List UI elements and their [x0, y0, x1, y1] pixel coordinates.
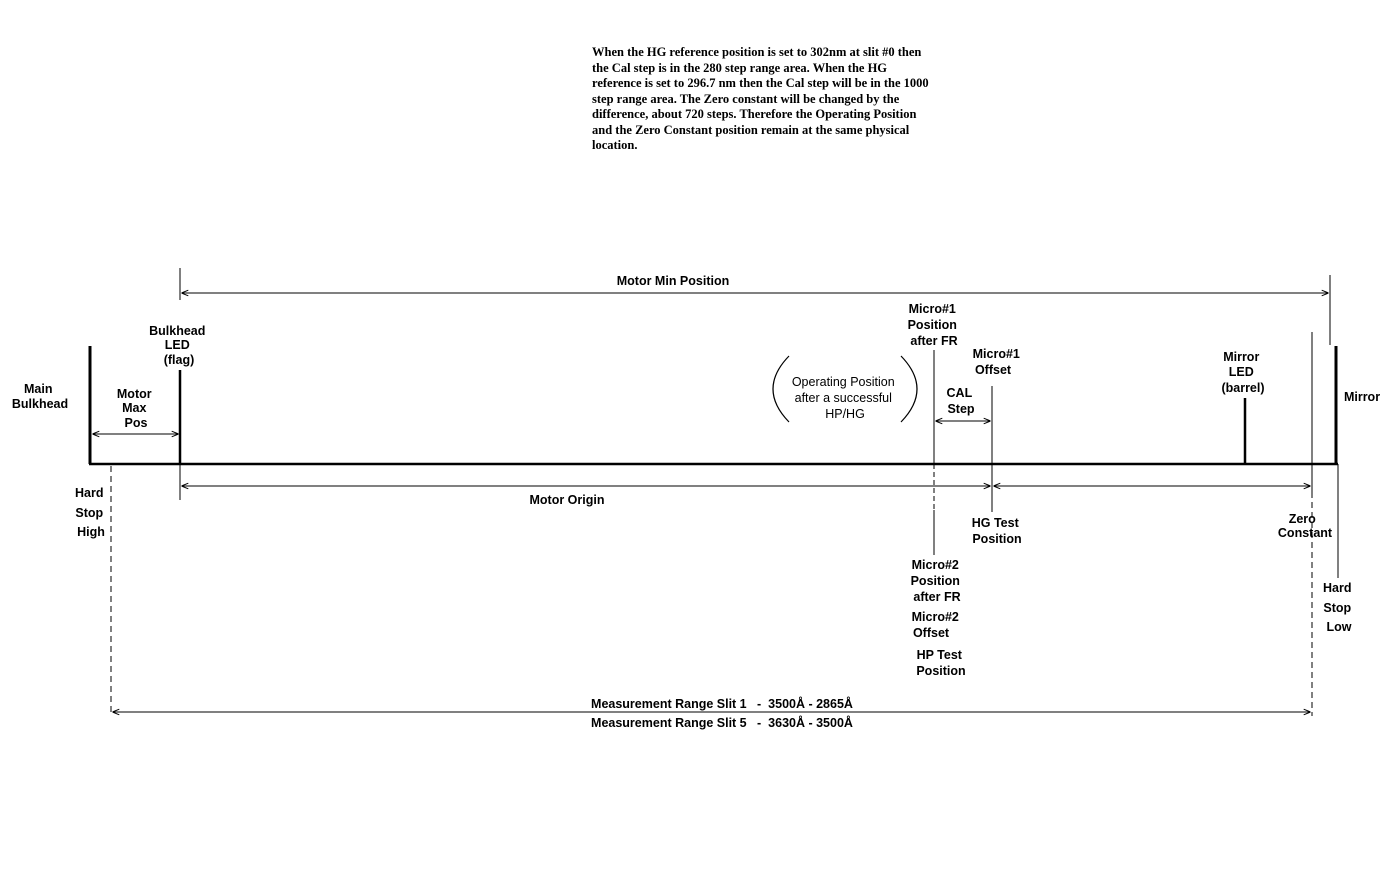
- measurement-range-slit1-label: Measurement Range Slit 1 - 3500Å - 2865Å: [591, 697, 853, 711]
- mirror-led-label: Mirror LED (barrel): [1221, 350, 1265, 395]
- measurement-range-slit5-label: Measurement Range Slit 5 - 3630Å - 3500Å: [591, 716, 853, 730]
- hard-stop-low-label: Hard Stop Low: [1323, 581, 1352, 634]
- zero-constant-label: Zero Constant: [1277, 512, 1333, 540]
- hg-test-position-label: HG Test Position: [971, 516, 1022, 546]
- hard-stop-high-label: Hard Stop High: [75, 486, 105, 539]
- cal-step-label: CAL Step: [946, 386, 975, 416]
- operating-paren-left: [773, 356, 789, 422]
- note-line: the Cal step is in the 280 step range area. When the HG: [592, 60, 888, 75]
- bulkhead-led-label: Bulkhead LED (flag): [149, 324, 206, 367]
- note-line: reference is set to 296.7 nm then the Cal step will be in the 1000: [592, 76, 929, 90]
- operating-paren-right: [901, 356, 917, 422]
- motor-min-position-label: Motor Min Position: [616, 274, 730, 288]
- micro2-position-label: Micro#2 Position after FR: [910, 558, 961, 604]
- note-line: difference, about 720 steps. Therefore the Operating Position: [592, 107, 917, 121]
- hp-test-position-label: HP Test Position: [916, 648, 966, 678]
- operating-position-label: Operating Position after a successful HP/HG: [791, 375, 895, 421]
- note-line: When the HG reference position is set to 302nm at slit #0 then: [592, 45, 922, 59]
- mirror-label: Mirror: [1343, 390, 1381, 404]
- micro2-offset-label: Micro#2 Offset: [911, 610, 959, 640]
- note-line: and the Zero Constant position remain at the same physical: [592, 122, 910, 137]
- motor-origin-label: Motor Origin: [529, 493, 605, 507]
- note-line: location.: [592, 138, 638, 152]
- micro1-offset-label: Micro#1 Offset: [972, 347, 1020, 377]
- micro1-position-label: Micro#1 Position after FR: [907, 302, 958, 348]
- motor-max-pos-label: Motor Max Pos: [116, 387, 152, 430]
- note-line: step range area. The Zero constant will be changed by the: [592, 91, 900, 106]
- main-bulkhead-label: Main Bulkhead: [11, 382, 69, 411]
